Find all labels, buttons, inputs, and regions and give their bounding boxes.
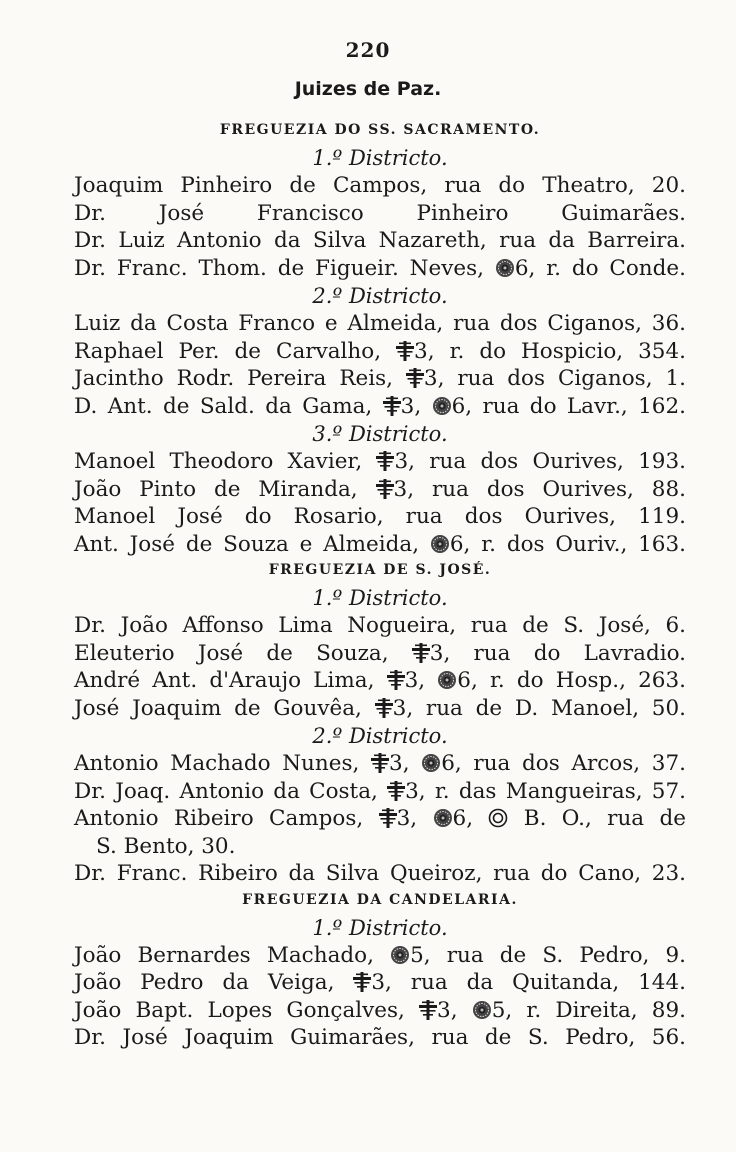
order-of-christ-cross-icon <box>387 670 405 690</box>
entry-text: 5, rua de S. Pedro, 9. <box>410 942 687 968</box>
entry-text: S. Bento, 30. <box>96 833 236 859</box>
entry-text: Joaquim Pinheiro de Campos, rua do Theatro, 20. <box>74 173 686 198</box>
entry-text: 3, rua dos Ciganos, 1. <box>423 366 686 391</box>
order-of-christ-cross-icon <box>375 698 393 718</box>
entry-text: 3, rua de D. Manoel, 50. <box>392 695 686 721</box>
judge-entry <box>74 969 686 997</box>
judge-entry <box>74 200 686 228</box>
entry-text: João Bernardes Machado, <box>74 942 391 968</box>
judge-entry <box>74 612 686 640</box>
entry-text: João Pedro da Veiga, <box>74 970 354 995</box>
order-of-rose-medallion-icon <box>437 670 457 690</box>
entry-text: 3, <box>396 806 433 831</box>
district-label: 3.º Districto. <box>312 422 448 446</box>
entry-text: 3, r. das Mangueiras, 57. <box>405 778 686 804</box>
entry-text: 3, rua dos Ourives, 193. <box>394 449 686 474</box>
order-of-christ-cross-icon <box>371 753 389 773</box>
entry-text: 3, <box>404 668 438 693</box>
district-label: 2.º Districto. <box>312 284 448 308</box>
entry-text: Dr. Franc. Ribeiro da Silva Queiroz, rua do Cano, 23. <box>74 861 686 886</box>
entry-text: 6, r. dos Ouriv., 163. <box>449 531 686 557</box>
entry-text: José Joaquim de Gouvêa, <box>74 695 375 721</box>
entry-text: Dr. Luiz Antonio da Silva Nazareth, rua da Barreira. <box>74 228 686 253</box>
order-of-christ-cross-icon <box>376 451 394 471</box>
entry-text: Manoel Theodoro Xavier, <box>74 449 377 474</box>
judge-entry <box>74 393 686 421</box>
order-of-christ-cross-icon <box>383 396 401 416</box>
judge-entry <box>74 860 686 888</box>
judge-entry <box>74 833 686 861</box>
judge-entry <box>74 503 686 531</box>
parish-title: FREGUEZIA DA CANDELARIA. <box>242 891 518 908</box>
entry-text: 5, r. Direita, 89. <box>491 997 686 1023</box>
judge-entry <box>74 338 686 366</box>
entry-text: Dr. Joaq. Antonio da Costa, <box>74 778 388 804</box>
parish-title: FREGUEZIA DE S. JOSÉ. <box>268 562 492 578</box>
entry-text: Jacintho Rodr. Pereira Reis, <box>74 366 406 391</box>
judge-entry <box>74 695 686 723</box>
entry-text: 3, rua dos Ourives, 88. <box>393 476 687 502</box>
entry-text: 3, rua do Lavradio. <box>429 640 686 666</box>
page-number: 220 <box>345 38 391 62</box>
order-of-rose-medallion-icon <box>495 258 515 278</box>
district-label: 1.º Districto. <box>312 586 448 610</box>
section-title: Juizes de Paz. <box>294 78 442 100</box>
order-of-christ-cross-icon <box>376 479 394 499</box>
parish-title: FREGUEZIA DO SS. SACRAMENTO. <box>219 122 541 138</box>
judge-entry <box>74 310 686 338</box>
judge-entry <box>74 640 686 668</box>
judge-entry <box>74 778 686 806</box>
order-of-rose-medallion-icon <box>421 753 441 773</box>
entry-text: Dr. Franc. Thom. de Figueir. Neves, <box>74 255 495 281</box>
entry-text: João Pinto de Miranda, <box>74 476 376 502</box>
entry-text: Dr. José Joaquim Guimarães, rua de S. Pedro, 56. <box>74 1025 686 1050</box>
order-of-christ-cross-icon <box>396 341 414 361</box>
entry-text: 3, <box>389 751 422 776</box>
page-content <box>74 118 686 1052</box>
entry-text: João Bapt. Lopes Gonçalves, <box>74 997 420 1023</box>
order-of-christ-cross-icon <box>406 368 424 388</box>
judge-entry <box>74 255 686 283</box>
order-of-rose-medallion-icon <box>390 945 410 965</box>
entry-text: Antonio Ribeiro Campos, <box>74 806 379 831</box>
entry-text: Dr. João Affonso Lima Nogueira, rua de S. José, 6. <box>74 613 686 638</box>
entry-text: 6, r. do Hosp., 263. <box>457 668 686 693</box>
entry-text: 6, rua do Lavr., 162. <box>451 393 686 419</box>
judge-entry <box>74 172 686 200</box>
entry-text: André Ant. d'Araujo Lima, <box>74 668 387 693</box>
entry-text: 6, r. do Conde. <box>514 255 686 281</box>
entry-text: Luiz da Costa Franco e Almeida, rua dos Ciganos, 36. <box>74 311 686 336</box>
order-of-rose-medallion-icon <box>472 1000 492 1020</box>
entry-text: 3, rua da Quitanda, 144. <box>371 970 686 995</box>
judge-entry <box>74 227 686 255</box>
order-of-christ-cross-icon <box>379 808 397 828</box>
entry-text: Manoel José do Rosario, rua dos Ourives, 119. <box>74 504 686 529</box>
judge-entry <box>74 365 686 393</box>
judge-entry <box>74 997 686 1025</box>
order-of-christ-cross-icon <box>387 781 405 801</box>
order-of-christ-cross-icon <box>353 972 371 992</box>
district-label: 2.º Districto. <box>312 724 448 748</box>
entry-text: Antonio Machado Nunes, <box>74 751 372 776</box>
double-circle-icon <box>488 808 508 828</box>
entry-text: D. Ant. de Sald. da Gama, <box>74 393 383 419</box>
entry-text: Raphael Per. de Carvalho, <box>74 338 397 364</box>
entry-text: 6, rua dos Arcos, 37. <box>441 751 686 776</box>
district-label: 1.º Districto. <box>312 915 448 940</box>
judge-entry <box>74 805 686 833</box>
judge-entry <box>74 667 686 695</box>
district-label: 1.º Districto. <box>312 146 448 170</box>
entry-text: Ant. José de Souza e Almeida, <box>74 531 430 557</box>
order-of-rose-medallion-icon <box>430 534 450 554</box>
entry-text: Dr. José Francisco Pinheiro Guimarães. <box>74 200 686 226</box>
entry-text: B. O., rua de <box>508 806 686 831</box>
entry-text: 3, <box>437 997 472 1023</box>
entry-text: 3, r. do Hospicio, 354. <box>414 338 686 364</box>
judge-entry <box>74 448 686 476</box>
order-of-christ-cross-icon <box>419 1000 437 1020</box>
entry-text: 3, <box>400 393 432 419</box>
order-of-rose-medallion-icon <box>432 396 452 416</box>
judge-entry <box>74 1024 686 1052</box>
judge-entry <box>74 476 686 504</box>
order-of-christ-cross-icon <box>412 643 430 663</box>
judge-entry <box>74 942 686 970</box>
entry-text: Eleuterio José de Souza, <box>74 640 412 666</box>
judge-entry <box>74 750 686 778</box>
entry-text: 6, <box>452 806 489 831</box>
order-of-rose-medallion-icon <box>433 808 453 828</box>
judge-entry <box>74 531 686 559</box>
